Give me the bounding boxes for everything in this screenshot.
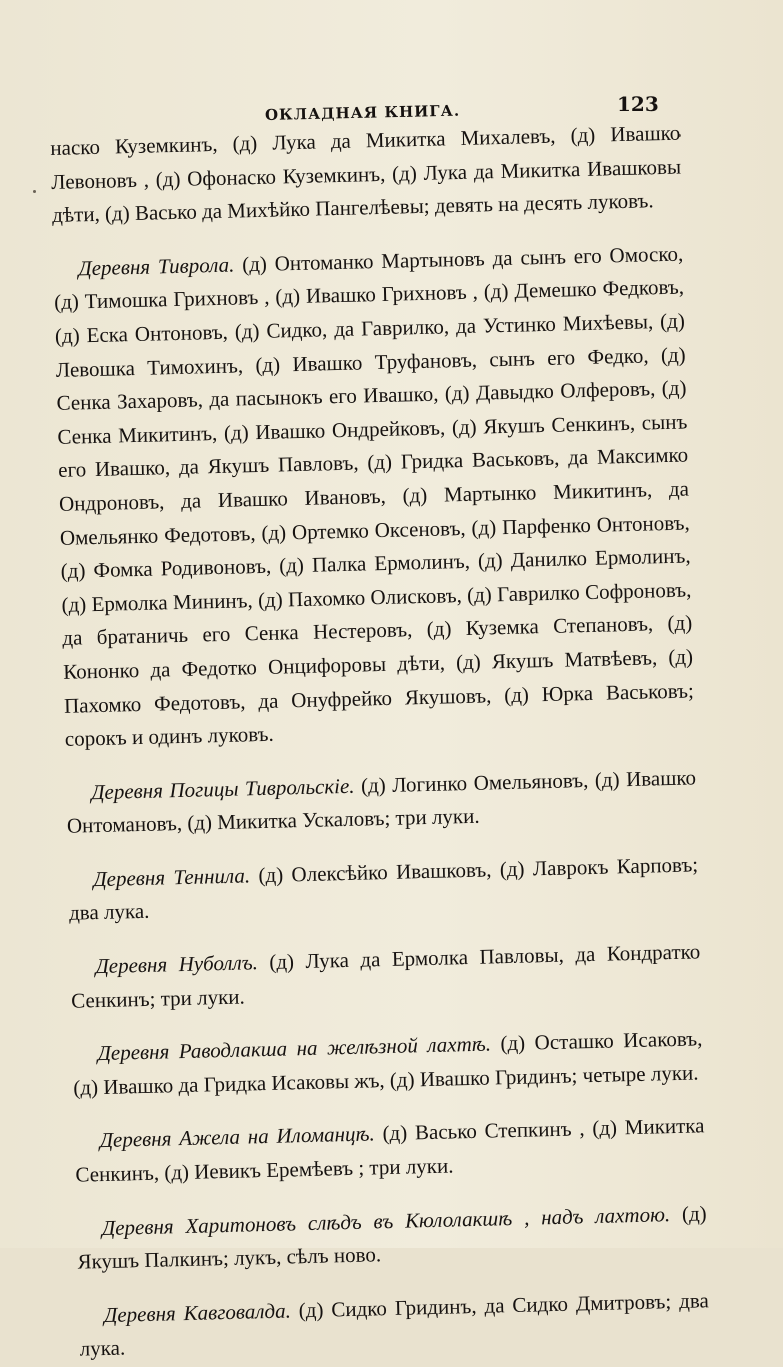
village-name: Деревня Ажела на Иломанцѣ.	[99, 1121, 376, 1153]
village-name: Деревня Нуболлъ.	[95, 950, 259, 979]
entry-village-tivrola	[53, 237, 695, 756]
entry-text: (д) Лука да Ермолка Павловы, да Кондратко Сенкинъ; три луки.	[70, 939, 701, 1013]
entry-village-kavgovalda	[79, 1284, 710, 1367]
entry-text: (д) Логинко Омельяновъ, (д) Ивашко Онтомановъ, (д) Микитка Ускаловъ; три луки.	[66, 765, 697, 839]
village-name: Деревня Теннила.	[92, 863, 251, 892]
entry-village-pogitsy	[66, 761, 697, 844]
village-name: Деревня Раводлакша на желѣзной лахтѣ.	[97, 1031, 492, 1066]
entry-text: (д) Осташко Исаковъ, (д) Ивашко да Гридка Исаковы жъ, (д) Ивашко Гридинъ; четыре луки.	[73, 1026, 703, 1100]
entry-village-azhela	[74, 1110, 705, 1193]
entry-village-nuboll	[70, 935, 701, 1018]
village-name: Деревня Тиврола.	[78, 252, 235, 281]
entry-text: (д) Олексѣйко Ивашковъ, (д) Лаврокъ Карповъ; два лука.	[68, 852, 699, 926]
entry-village-kharitonov	[76, 1197, 707, 1280]
village-name: Деревня Погицы Тиврольскіе.	[90, 773, 355, 804]
entry-text: (д) Сидко Гридинъ, да Сидко Дмитровъ; два лука.	[79, 1288, 710, 1362]
entry-text: (д) Якушъ Палкинъ; лукъ, сѣлъ ново.	[77, 1200, 707, 1274]
village-name: Деревня Харитоновъ слѣдъ въ Кюлолакшѣ , надъ лахтою.	[101, 1201, 671, 1240]
entry-continuation	[50, 117, 682, 233]
page-number: 123	[617, 92, 659, 116]
entry-village-ravodlaksha	[72, 1023, 703, 1106]
ink-speck	[33, 190, 36, 193]
entry-village-tennila	[68, 848, 699, 931]
entry-text: (д) Онтоманко Мартыновъ да сынъ его Омоско, (д) Тимошка Грихновъ , (д) Ивашко Грихновъ , (д) Демешко Федковъ, (д) Еска Онтоновъ, (д) Сидко, да Гаврилко, да Устинко Михѣевы, (д) Левошка Тимохинъ, (д) Ивашко Труфановъ, сынъ его Федко, (д) Сенка Захаровъ, да пасынокъ его Ивашко, (д) Давыдко Олферовъ, (д) Сенка Микитинъ, (д) Ивашко Ондрейковъ, (д) Якушъ Сенкинъ, сынъ его Ивашко, да Якушъ Павловъ, (д) Гридка Васьковъ, да Максимко Ондроновъ, да Ивашко Ивановъ, (д) Мартынко Микитинъ, да Омельянко Федотовъ, (д) Ортемко Оксеновъ, (д) Парфенко Онтоновъ, (д) Фомка Родивоновъ, (д) Палка Ермолинъ, (д) Данилко Ермолинъ, (д) Ермолка Мининъ, (д) Пахомко Олисковъ, (д) Гаврилко Софроновъ, да братаничь его Сенка Нестеровъ, (д) Куземка Степановъ, (д) Кононко да Федотко Онцифоровы дѣти, (д) Якушъ Матвѣевъ, (д) Пахомко Федотовъ, да Онуфрейко Якушовъ, (д) Юрка Васьковъ; сорокъ и одинъ луковъ.	[53, 241, 695, 751]
village-name: Деревня Кавговалда.	[103, 1298, 292, 1327]
entry-text: (д) Васько Степкинъ , (д) Микитка Сенкинъ, (д) Иевикъ Еремѣевъ ; три луки.	[75, 1113, 705, 1187]
running-head: ОКЛАДНАЯ КНИГА.	[264, 101, 461, 124]
page-body	[50, 117, 710, 1367]
entry-text: наско Куземкинъ, (д) Лука да Микитка Михалевъ, (д) Ивашко Левоновъ , (д) Офонаско Куземкинъ, (д) Лука да Микитка Ивашковы дѣти, (д) Васько да Михѣйко Пангелѣевы; девять на десять луковъ.	[50, 120, 682, 228]
